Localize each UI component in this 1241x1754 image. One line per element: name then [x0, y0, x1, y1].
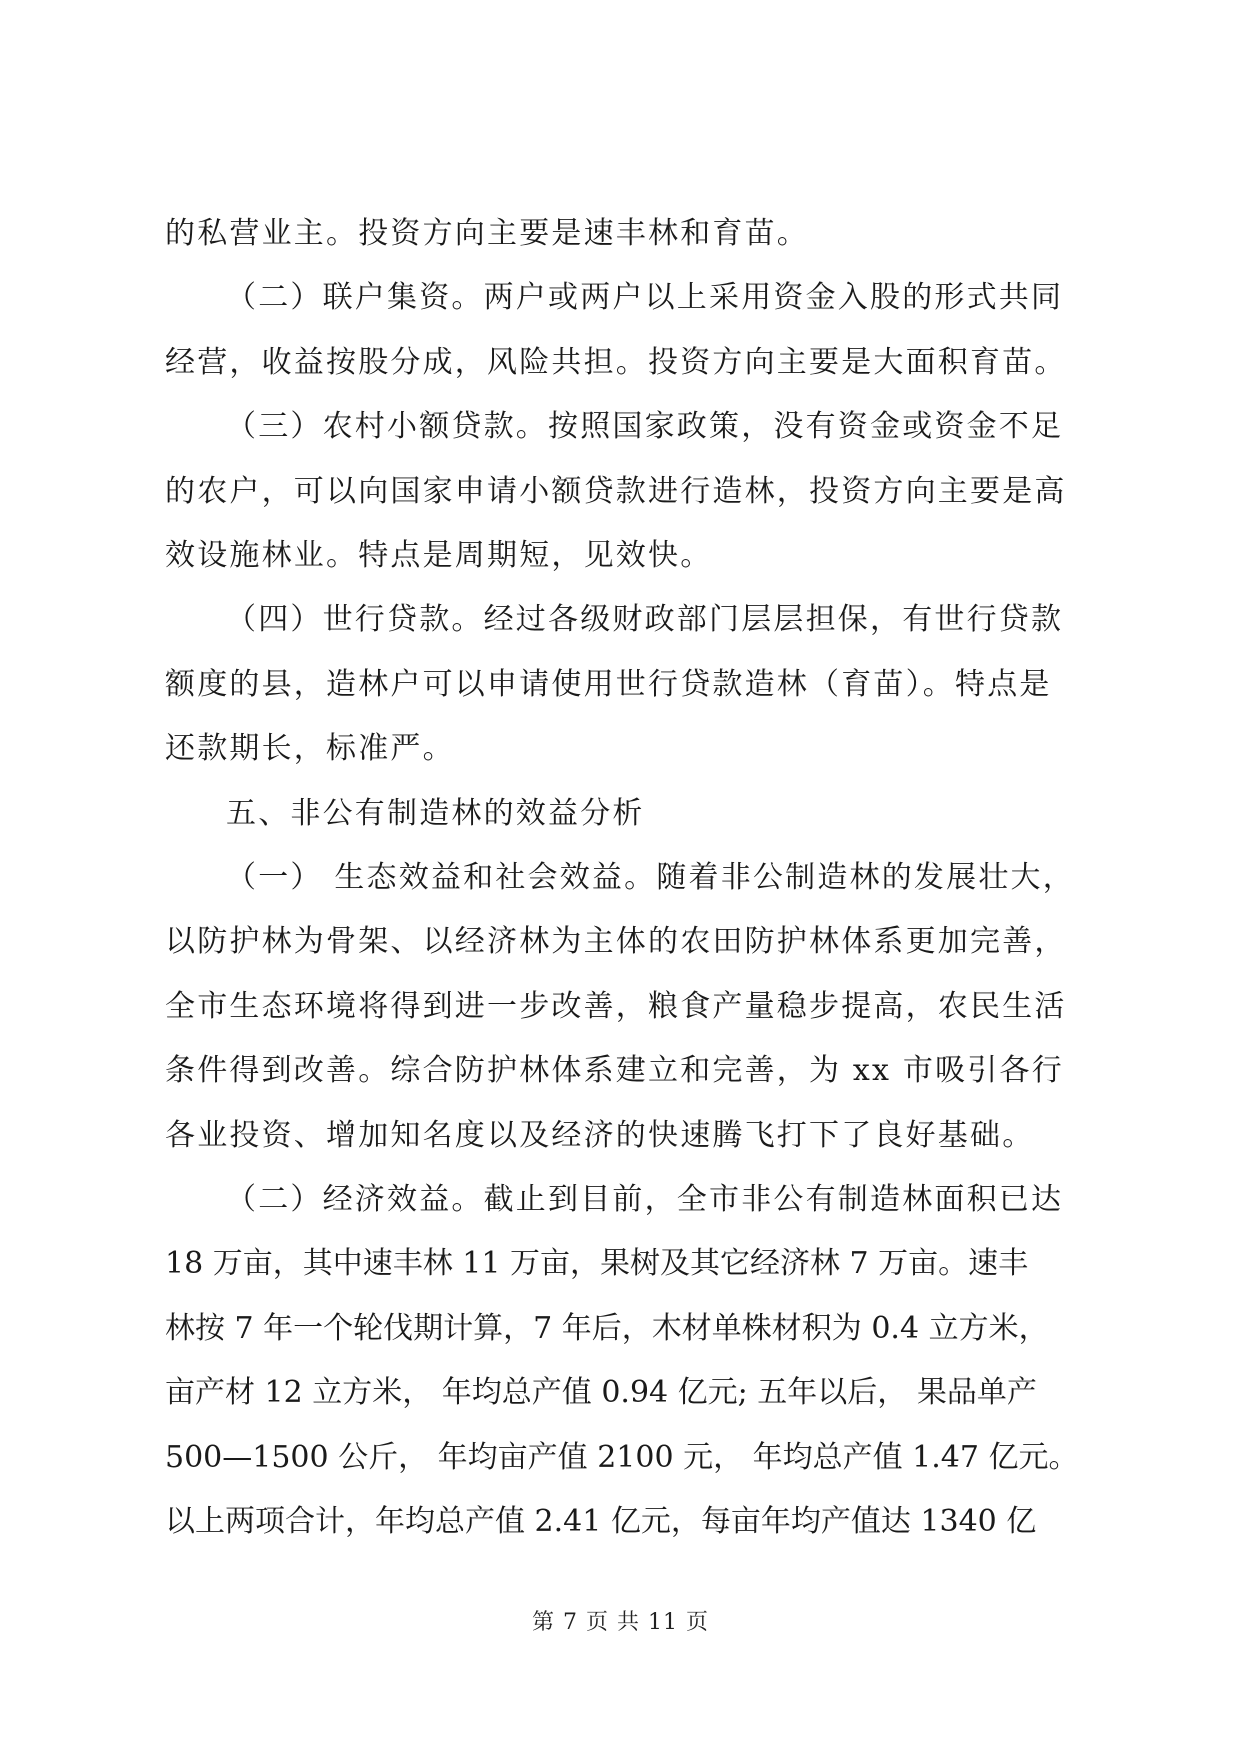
text-line-13: 全市生态环境将得到进一步改善，粮食产量稳步提高，农民生活 — [165, 989, 1067, 1024]
text-line-18: 林按 7 年一个轮伐期计算，7 年后，木材单株材积为 0.4 立方米， — [165, 1311, 1049, 1346]
text-line-11: （一） 生态效益和社会效益。随着非公制造林的发展壮大， — [226, 860, 1075, 895]
text-line-4: （三）农村小额贷款。按照国家政策，没有资金或资金不足 — [226, 409, 1064, 444]
text-line-6: 效设施林业。特点是周期短，见效快。 — [165, 538, 713, 573]
text-line-1: 的私营业主。投资方向主要是速丰林和育苗。 — [165, 216, 809, 251]
text-line-21: 以上两项合计，年均总产值 2.41 亿元，每亩年均产值达 1340 亿 — [165, 1504, 1037, 1539]
text-line-12: 以防护林为骨架、以经济林为主体的农田防护林体系更加完善， — [165, 924, 1067, 959]
text-line-5: 的农户，可以向国家申请小额贷款进行造林，投资方向主要是高 — [165, 474, 1067, 509]
section-heading: 五、非公有制造林的效益分析 — [226, 796, 645, 831]
text-line-15: 各业投资、增加知名度以及经济的快速腾飞打下了良好基础。 — [165, 1118, 1035, 1153]
text-line-16: （二）经济效益。截止到目前，全市非公有制造林面积已达 — [226, 1182, 1064, 1217]
page-number: 第 7 页 共 11 页 — [532, 1610, 709, 1635]
text-line-19: 亩产材 12 立方米， 年均总产值 0.94 亿元; 五年以后， 果品单产 — [165, 1375, 1037, 1410]
text-line-7: （四）世行贷款。经过各级财政部门层层担保，有世行贷款 — [226, 602, 1064, 637]
text-line-17: 18 万亩，其中速丰林 11 万亩，果树及其它经济林 7 万亩。速丰 — [165, 1246, 1029, 1281]
text-line-14: 条件得到改善。综合防护林体系建立和完善，为 xx 市吸引各行 — [165, 1053, 1064, 1088]
text-line-3: 经营，收益按股分成，风险共担。投资方向主要是大面积育苗。 — [165, 345, 1067, 380]
text-line-9: 还款期长，标准严。 — [165, 731, 455, 766]
text-line-8: 额度的县，造林户可以申请使用世行贷款造林（育苗）。特点是 — [165, 667, 1052, 702]
text-line-2: （二）联户集资。两户或两户以上采用资金入股的形式共同 — [226, 280, 1064, 315]
text-line-20: 500—1500 公斤， 年均亩产值 2100 元， 年均总产值 1.47 亿元。 — [165, 1440, 1079, 1475]
